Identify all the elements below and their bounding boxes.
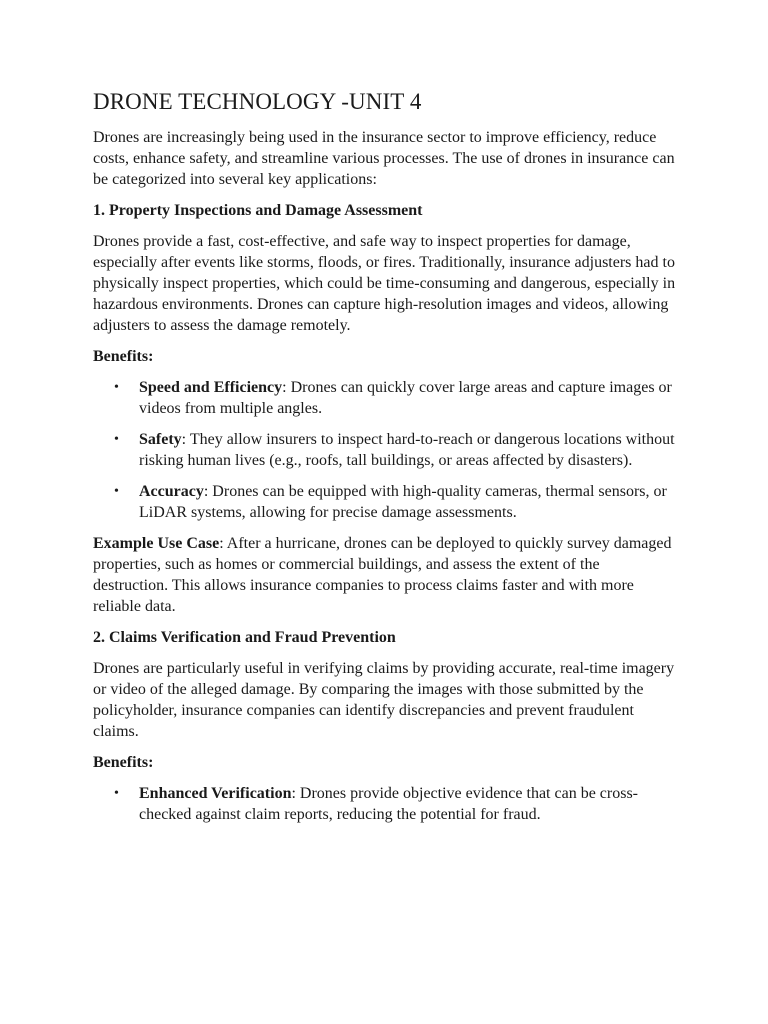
benefit-term: Accuracy <box>139 483 204 500</box>
bullet-icon: • <box>114 484 119 499</box>
section-2-benefits-label: Benefits: <box>93 754 154 771</box>
benefit-text: : Drones can quickly cover large areas and capture images or videos from multiple angles. <box>139 379 672 417</box>
example-label: Example Use Case <box>93 535 220 552</box>
bullet-icon: • <box>114 786 119 801</box>
list-item <box>93 481 678 523</box>
section-1-benefits-label: Benefits: <box>93 348 154 365</box>
section-2-body: Drones are particularly useful in verifying claims by providing accurate, real-time imagery or video of the alleged damage. By comparing the images with those submitted by the policyholder, insurance companies can identify discrepancies and prevent fraudulent claims. <box>93 660 675 740</box>
intro-paragraph: Drones are increasingly being used in the insurance sector to improve efficiency, reduce costs, enhance safety, and streamline various processes. The use of drones in insurance can be categorized into several key applications: <box>93 129 675 188</box>
benefit-term: Enhanced Verification <box>139 785 292 802</box>
benefit-text: : They allow insurers to inspect hard-to-reach or dangerous locations without risking human lives (e.g., roofs, tall buildings, or areas affected by disasters). <box>139 431 675 469</box>
list-item <box>93 377 678 419</box>
example-text: : After a hurricane, drones can be deployed to quickly survey damaged properties, such as homes or commercial buildings, and assess the extent of the destruction. This allows insurance companies to process claims faster and with more reliable data. <box>93 535 672 615</box>
bullet-icon: • <box>114 380 119 395</box>
document-page <box>93 88 678 835</box>
bullet-icon: • <box>114 432 119 447</box>
benefit-term: Safety <box>139 431 182 448</box>
benefit-term: Speed and Efficiency <box>139 379 283 396</box>
section-2-heading: 2. Claims Verification and Fraud Prevention <box>93 629 396 646</box>
list-item <box>93 429 678 471</box>
benefit-text: : Drones can be equipped with high-quality cameras, thermal sensors, or LiDAR systems, allowing for precise damage assessments. <box>139 483 667 521</box>
section-1-body: Drones provide a fast, cost-effective, and safe way to inspect properties for damage, especially after events like storms, floods, or fires. Traditionally, insurance adjusters had to physically inspect properties, which could be time-consuming and dangerous, especially in hazardous environments. Drones can capture high-resolution images and videos, allowing adjusters to assess the damage remotely. <box>93 233 676 334</box>
benefit-text: : Drones provide objective evidence that can be cross-checked against claim reports, reducing the potential for fraud. <box>139 785 638 823</box>
section-2-benefits-list <box>93 783 678 825</box>
example-use-case <box>93 533 678 617</box>
document-title: DRONE TECHNOLOGY -UNIT 4 <box>93 89 422 114</box>
section-1-heading: 1. Property Inspections and Damage Assessment <box>93 202 423 219</box>
list-item <box>93 783 678 825</box>
section-1-benefits-list <box>93 377 678 523</box>
